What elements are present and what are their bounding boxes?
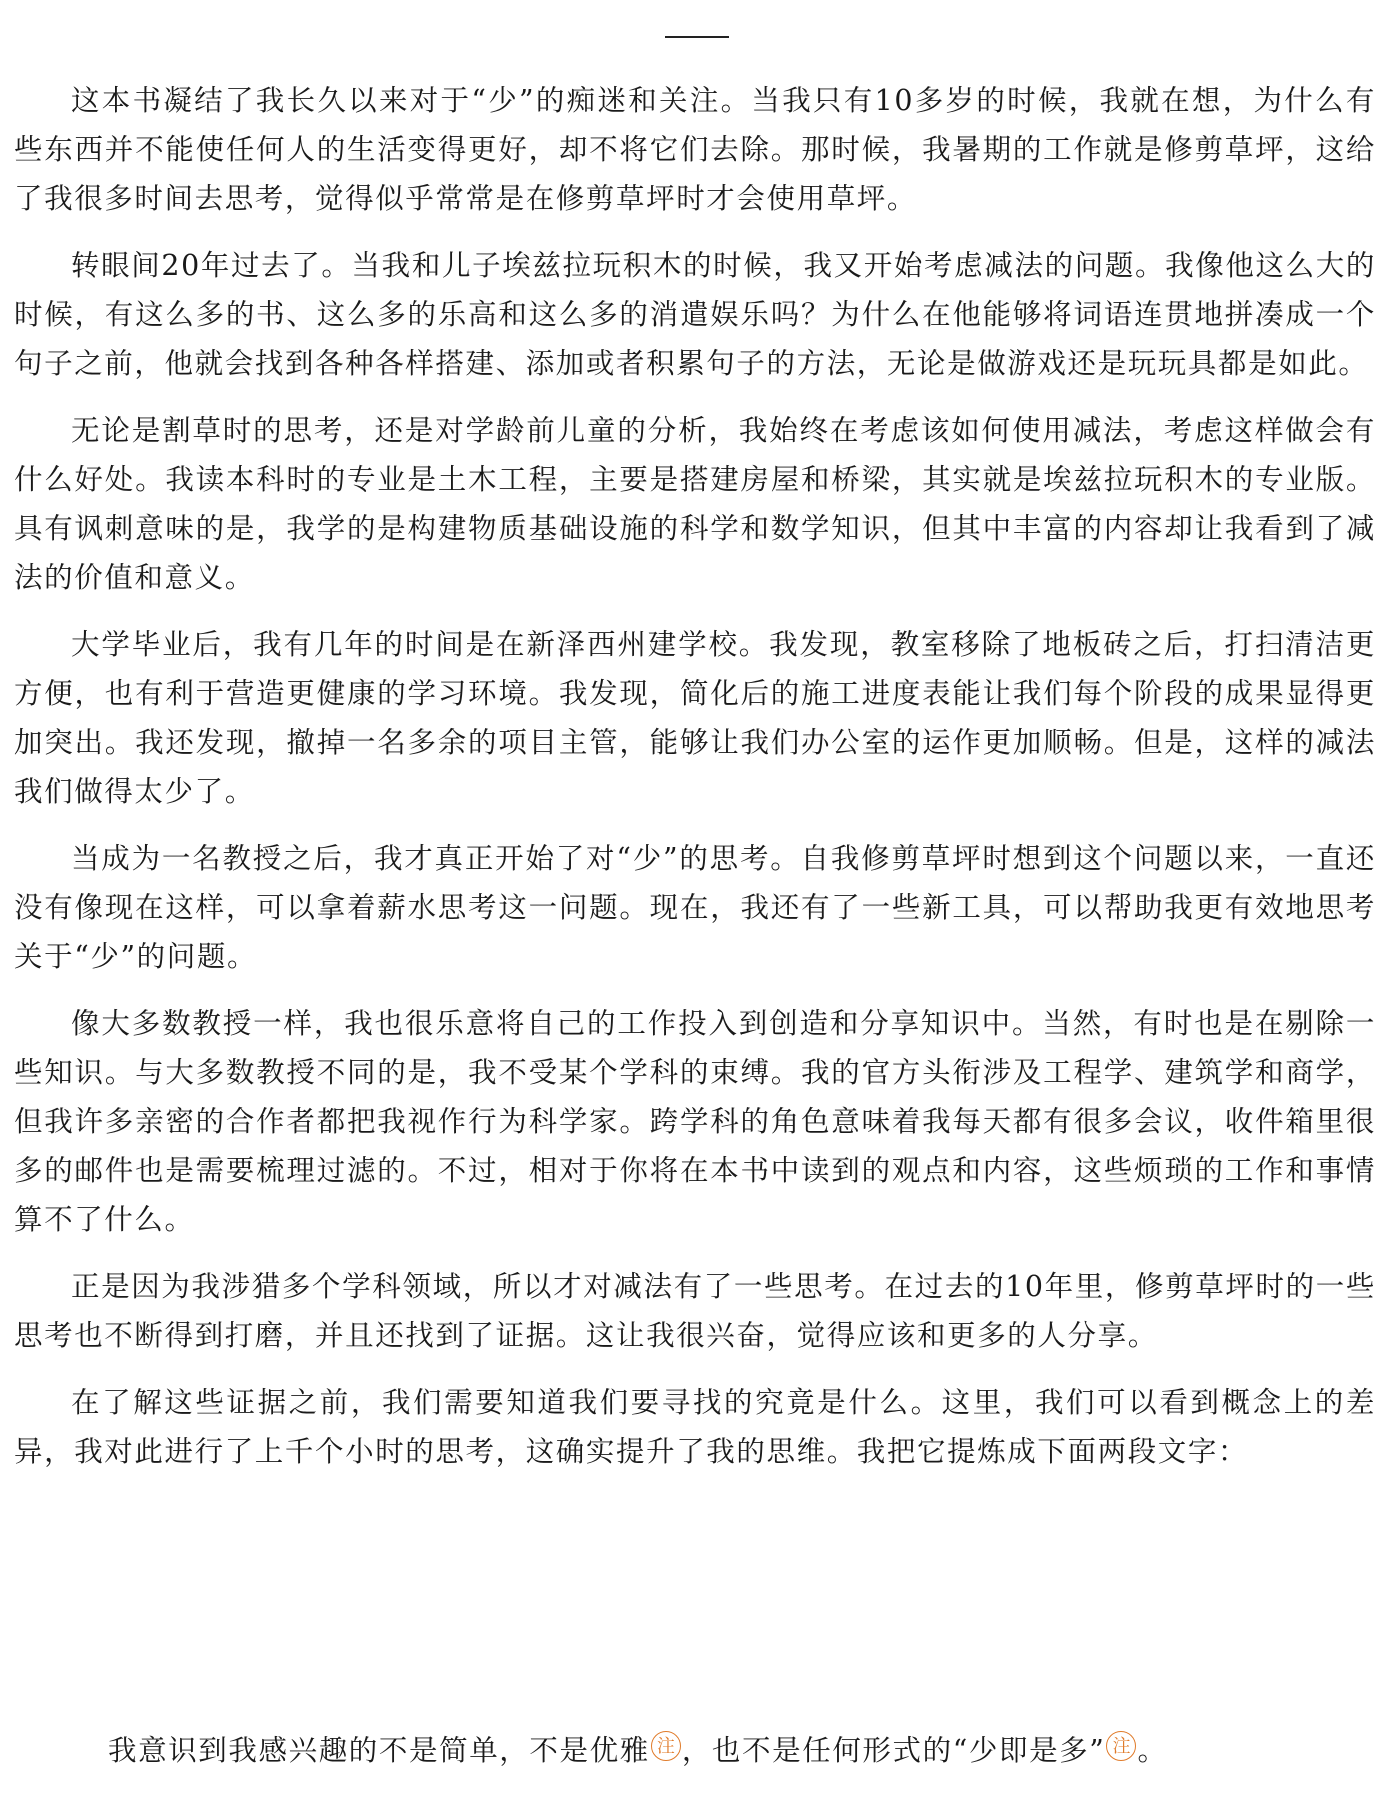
quote-text-3: 。 — [1137, 1734, 1168, 1767]
footnote-marker-1[interactable]: 注 — [651, 1731, 681, 1761]
body-text — [14, 76, 1376, 1494]
paragraph-3: 无论是割草时的思考，还是对学龄前儿童的分析，我始终在考虑该如何使用减法，考虑这样做会有什么好处。我读本科时的专业是土木工程，主要是搭建房屋和桥梁，其实就是埃兹拉玩积木的专业版。具有讽刺意味的是，我学的是构建物质基础设施的科学和数学知识，但其中丰富的内容却让我看到了减法的价值和意义。 — [14, 414, 1376, 594]
paragraph-2: 转眼间20年过去了。当我和儿子埃兹拉玩积木的时候，我又开始考虑减法的问题。我像他这么大的时候，有这么多的书、这么多的乐高和这么多的消遣娱乐吗？为什么在他能够将词语连贯地拼凑成一个句子之前，他就会找到各种各样搭建、添加或者积累句子的方法，无论是做游戏还是玩玩具都是如此。 — [14, 249, 1376, 380]
quote-text-2: ，也不是任何形式的“少即是多” — [681, 1734, 1106, 1767]
paragraph-4: 大学毕业后，我有几年的时间是在新泽西州建学校。我发现，教室移除了地板砖之后，打扫清洁更方便，也有利于营造更健康的学习环境。我发现，简化后的施工进度表能让我们每个阶段的成果显得更加突出。我还发现，撤掉一名多余的项目主管，能够让我们办公室的运作更加顺畅。但是，这样的减法我们做得太少了。 — [14, 628, 1376, 808]
paragraph-6: 像大多数教授一样，我也很乐意将自己的工作投入到创造和分享知识中。当然，有时也是在剔除一些知识。与大多数教授不同的是，我不受某个学科的束缚。我的官方头衔涉及工程学、建筑学和商学，但我许多亲密的合作者都把我视作行为科学家。跨学科的角色意味着我每天都有很多会议，收件箱里很多的邮件也是需要梳理过滤的。不过，相对于你将在本书中读到的观点和内容，这些烦琐的工作和事情算不了什么。 — [14, 1007, 1376, 1236]
footnote-marker-2[interactable]: 注 — [1106, 1731, 1136, 1761]
paragraph-5: 当成为一名教授之后，我才真正开始了对“少”的思考。自我修剪草坪时想到这个问题以来，一直还没有像现在这样，可以拿着薪水思考这一问题。现在，我还有了一些新工具，可以帮助我更有效地思考关于“少”的问题。 — [14, 842, 1376, 973]
header-rule — [665, 36, 729, 38]
paragraph-7: 正是因为我涉猎多个学科领域，所以才对减法有了一些思考。在过去的10年里，修剪草坪时的一些思考也不断得到打磨，并且还找到了证据。这让我很兴奋，觉得应该和更多的人分享。 — [14, 1270, 1376, 1352]
block-quote — [108, 1731, 1168, 1771]
paragraph-1: 这本书凝结了我长久以来对于“少”的痴迷和关注。当我只有10多岁的时候，我就在想，为什么有些东西并不能使任何人的生活变得更好，却不将它们去除。那时候，我暑期的工作就是修剪草坪，这给了我很多时间去思考，觉得似乎常常是在修剪草坪时才会使用草坪。 — [14, 84, 1376, 215]
paragraph-8: 在了解这些证据之前，我们需要知道我们要寻找的究竟是什么。这里，我们可以看到概念上的差异，我对此进行了上千个小时的思考，这确实提升了我的思维。我把它提炼成下面两段文字： — [14, 1386, 1376, 1468]
quote-text-1: 我意识到我感兴趣的不是简单，不是优雅 — [108, 1734, 650, 1767]
